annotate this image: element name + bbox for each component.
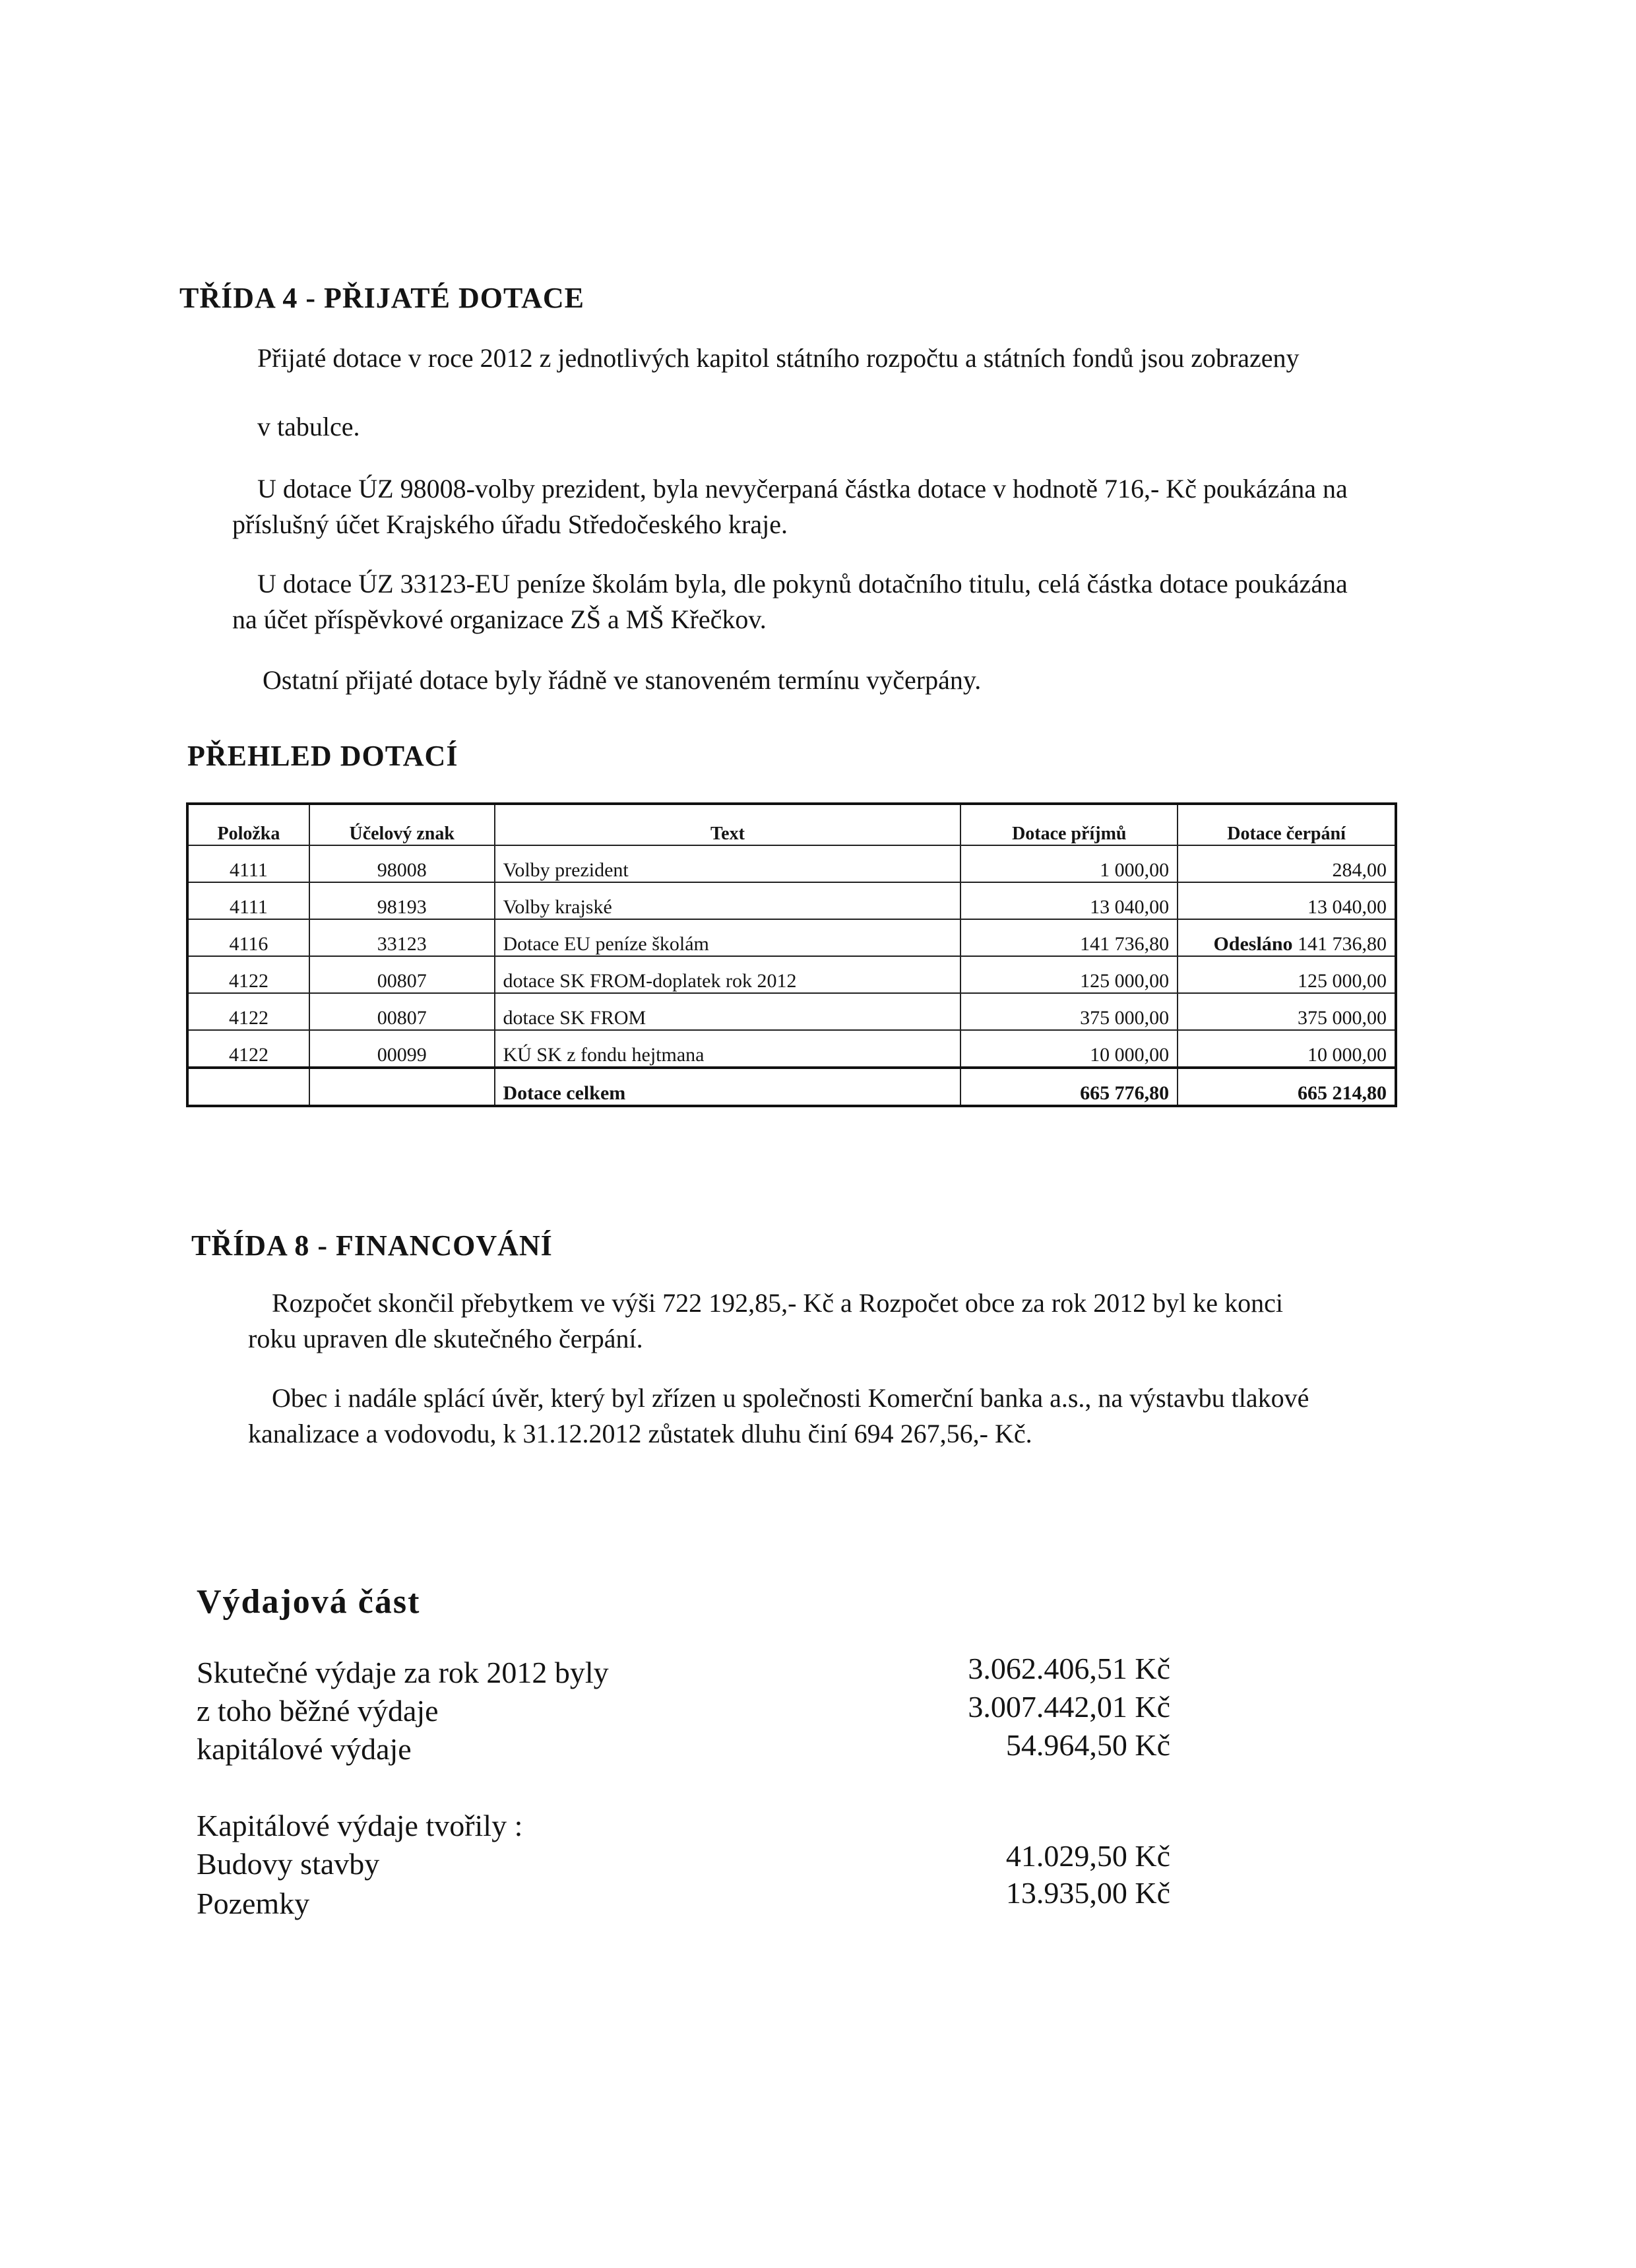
column-header-spent: Dotace čerpání (1178, 804, 1396, 845)
cell-purpose-code: 98193 (309, 882, 495, 919)
cell-item: 4116 (187, 919, 309, 956)
cell-spent (1178, 919, 1396, 956)
total-label: Dotace celkem (495, 1068, 961, 1106)
cell-purpose-code: 00807 (309, 956, 495, 993)
total-spent: 665 214,80 (1178, 1068, 1396, 1106)
table-row (187, 956, 1396, 993)
overview-heading: PŘEHLED DOTACÍ (187, 740, 458, 772)
cell-text: dotace SK FROM-doplatek rok 2012 (495, 956, 961, 993)
section8-paragraph2-line2: kanalizace a vodovodu, k 31.12.2012 zůstatek dluhu činí 694 267,56,- Kč. (248, 1419, 1032, 1448)
cell-empty (309, 1068, 495, 1106)
table-row (187, 845, 1396, 882)
section4-paragraph2-line2: příslušný účet Krajského úřadu Středočeského kraje. (232, 509, 788, 539)
cell-income: 375 000,00 (960, 993, 1178, 1030)
cell-spent: 10 000,00 (1178, 1030, 1396, 1068)
section8-paragraph1-line2: roku upraven dle skutečného čerpání. (248, 1324, 643, 1353)
column-header-purpose-code: Účelový znak (309, 804, 495, 845)
cell-income: 125 000,00 (960, 956, 1178, 993)
cell-text: dotace SK FROM (495, 993, 961, 1030)
section4-paragraph2-line1: U dotace ÚZ 98008-volby prezident, byla nevyčerpaná částka dotace v hodnotě 716,- Kč poukázána na (257, 474, 1348, 503)
table-header-row (187, 804, 1396, 845)
grants-table (186, 802, 1397, 1107)
section4-paragraph3-line1: U dotace ÚZ 33123-EU peníze školám byla, dle pokynů dotačního titulu, celá částka dotace poukázána (257, 569, 1348, 599)
cell-item: 4122 (187, 993, 309, 1030)
cell-purpose-code: 98008 (309, 845, 495, 882)
capital-label: Pozemky (197, 1887, 310, 1920)
cell-text: KÚ SK z fondu hejtmana (495, 1030, 961, 1068)
section4-paragraph1-line1: Přijaté dotace v roce 2012 z jednotlivých kapitol státního rozpočtu a státních fondů jsou zobrazeny (257, 343, 1300, 373)
cell-spent: 375 000,00 (1178, 993, 1396, 1030)
section8-heading: TŘÍDA 8 - FINANCOVÁNÍ (191, 1229, 553, 1262)
cell-income: 13 040,00 (960, 882, 1178, 919)
cell-purpose-code: 00099 (309, 1030, 495, 1068)
expenses-heading: Výdajová část (197, 1583, 421, 1621)
total-income: 665 776,80 (960, 1068, 1178, 1106)
expense-amount: 54.964,50 Kč (1005, 1728, 1170, 1762)
sent-amount: 141 736,80 (1298, 933, 1387, 955)
section4-heading: TŘÍDA 4 - PŘIJATÉ DOTACE (179, 282, 584, 314)
table-row (187, 993, 1396, 1030)
expense-label: z toho běžné výdaje (197, 1694, 439, 1728)
capital-expenses-title: Kapitálové výdaje tvořily : (197, 1809, 523, 1842)
cell-text: Volby krajské (495, 882, 961, 919)
table-row (187, 882, 1396, 919)
cell-text: Dotace EU peníze školám (495, 919, 961, 956)
section4-paragraph3-line2: na účet příspěvkové organizace ZŠ a MŠ Křečkov. (232, 604, 767, 634)
table-row (187, 919, 1396, 956)
cell-purpose-code: 00807 (309, 993, 495, 1030)
section4-paragraph4: Ostatní přijaté dotace byly řádně ve stanoveném termínu vyčerpány. (263, 665, 982, 695)
cell-item: 4111 (187, 882, 309, 919)
column-header-item: Položka (187, 804, 309, 845)
cell-spent: 125 000,00 (1178, 956, 1396, 993)
table-total-row (187, 1068, 1396, 1106)
cell-purpose-code: 33123 (309, 919, 495, 956)
cell-income: 141 736,80 (960, 919, 1178, 956)
section8-paragraph1-line1: Rozpočet skončil přebytkem ve výši 722 192,85,- Kč a Rozpočet obce za rok 2012 byl ke konci (272, 1288, 1283, 1318)
sent-label: Odesláno (1213, 933, 1293, 955)
expense-label: Skutečné výdaje za rok 2012 byly (197, 1656, 609, 1689)
expense-amount: 3.062.406,51 Kč (968, 1652, 1170, 1685)
cell-item: 4122 (187, 956, 309, 993)
expense-label: kapitálové výdaje (197, 1732, 412, 1766)
capital-label: Budovy stavby (197, 1847, 380, 1881)
column-header-income: Dotace příjmů (960, 804, 1178, 845)
section4-paragraph1-line2: v tabulce. (257, 412, 360, 441)
column-header-text: Text (495, 804, 961, 845)
section8-paragraph2-line1: Obec i nadále splácí úvěr, který byl zřízen u společnosti Komerční banka a.s., na výstavbu tlakové (272, 1383, 1309, 1413)
cell-income: 10 000,00 (960, 1030, 1178, 1068)
cell-spent: 284,00 (1178, 845, 1396, 882)
capital-amount: 13.935,00 Kč (1005, 1876, 1170, 1910)
cell-empty (187, 1068, 309, 1106)
cell-item: 4111 (187, 845, 309, 882)
capital-amount: 41.029,50 Kč (1005, 1839, 1170, 1873)
expense-amount: 3.007.442,01 Kč (968, 1690, 1170, 1724)
cell-text: Volby prezident (495, 845, 961, 882)
cell-spent: 13 040,00 (1178, 882, 1396, 919)
cell-item: 4122 (187, 1030, 309, 1068)
table-row (187, 1030, 1396, 1068)
cell-income: 1 000,00 (960, 845, 1178, 882)
